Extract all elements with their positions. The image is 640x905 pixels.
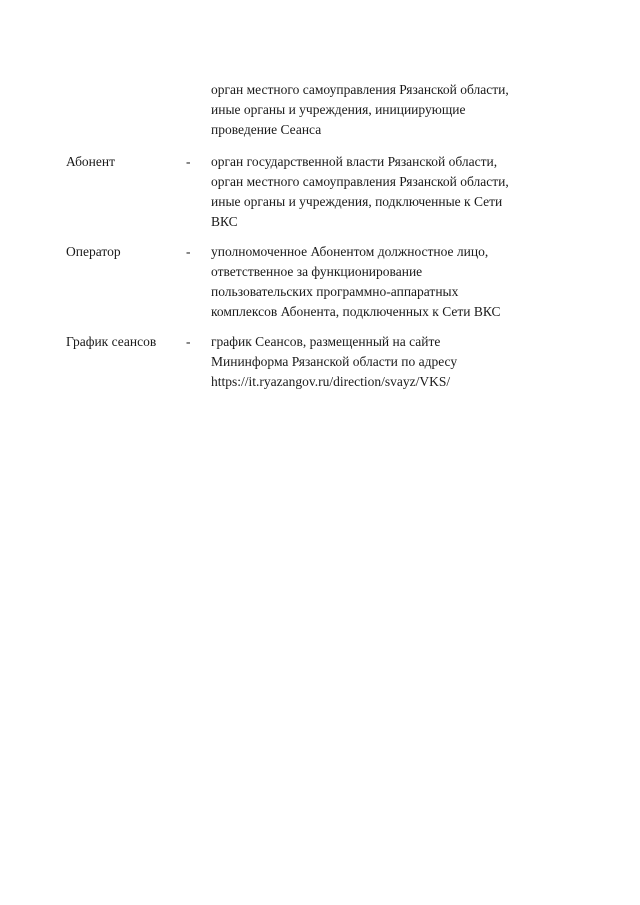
definition-dash: - [186, 154, 191, 169]
definition-line: проведение Сеанса [211, 122, 322, 137]
definition-line: иные органы и учреждения, подключенные к Сети [211, 194, 503, 209]
definition-line: пользовательских программно-аппаратных [211, 284, 459, 299]
definition-term: Оператор [66, 244, 121, 259]
definition-line: ВКС [211, 214, 238, 229]
definition-line: орган государственной власти Рязанской области, [211, 154, 498, 169]
schedule-url: https://it.ryazangov.ru/direction/svayz/VKS/ [211, 374, 451, 389]
definition-line: ответственное за функционирование [211, 264, 423, 279]
definition-line: иные органы и учреждения, инициирующие [211, 102, 466, 117]
definition-line: график Сеансов, размещенный на сайте [211, 334, 441, 349]
definition-line: Мининформа Рязанской области по адресу [211, 354, 458, 369]
definition-dash: - [186, 244, 191, 259]
definition-continuation-text [211, 80, 561, 140]
definition-term: Абонент [66, 154, 116, 169]
definition-line: уполномоченное Абонентом должностное лицо, [211, 244, 489, 259]
definition-dash: - [186, 334, 191, 349]
definition-text [211, 242, 561, 322]
definition-line: орган местного самоуправления Рязанской области, [211, 174, 509, 189]
definition-line: орган местного самоуправления Рязанской области, [211, 82, 509, 97]
definition-term: График сеансов [66, 334, 157, 349]
definition-text [211, 152, 561, 232]
definition-text [211, 332, 561, 392]
definition-line: комплексов Абонента, подключенных к Сети ВКС [211, 304, 501, 319]
